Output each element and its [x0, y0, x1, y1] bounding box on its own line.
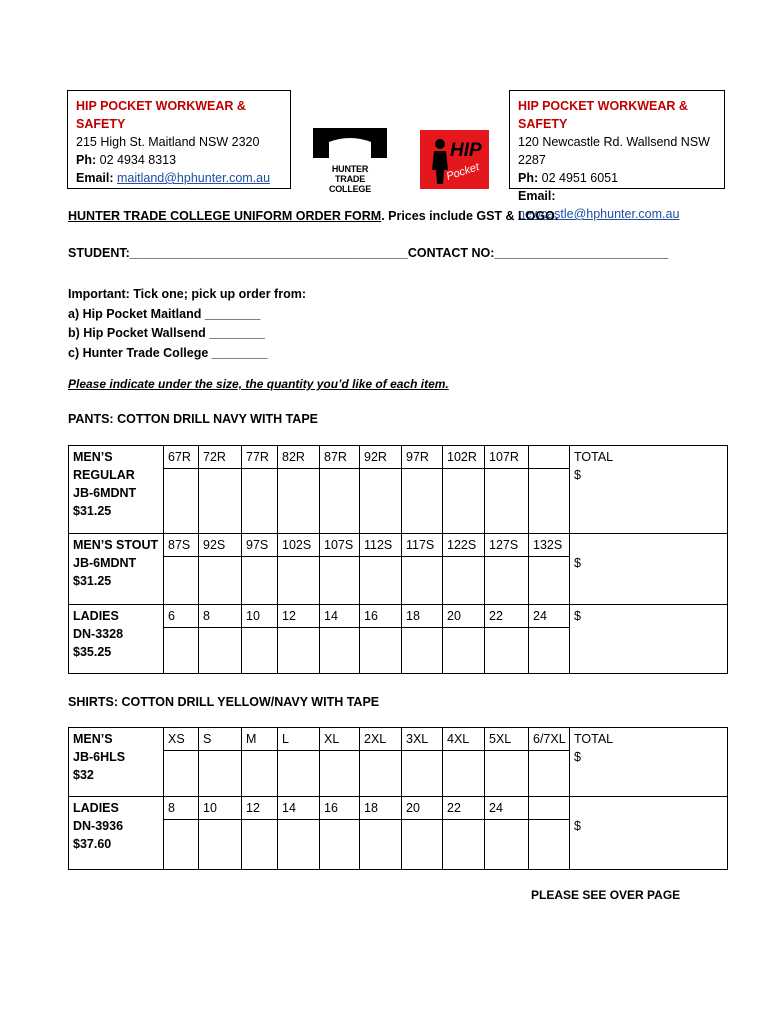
product-label: MEN’S STOUT JB-6MDNT $31.25: [69, 534, 164, 605]
quantity-cell[interactable]: [485, 628, 529, 674]
quantity-cell[interactable]: [199, 628, 242, 674]
phone-label: Ph:: [76, 153, 97, 167]
size-label: M: [242, 728, 278, 751]
email-label: Email:: [518, 189, 556, 203]
size-label: L: [278, 728, 320, 751]
product-label: MEN’S JB-6HLS $32: [69, 728, 164, 797]
size-label: 18: [402, 605, 443, 628]
size-label: 97R: [402, 446, 443, 469]
size-label: 3XL: [402, 728, 443, 751]
size-label: 14: [320, 605, 360, 628]
store-phone: 02 4934 8313: [99, 153, 177, 167]
size-label: 20: [443, 605, 485, 628]
size-label: 72R: [199, 446, 242, 469]
currency-symbol: $: [574, 468, 581, 482]
total-label: TOTAL: [574, 450, 614, 464]
size-label: 6: [164, 605, 199, 628]
option-wallsend[interactable]: b) Hip Pocket Wallsend ________: [68, 326, 265, 340]
size-label: 10: [199, 797, 242, 820]
size-label: 112S: [360, 534, 402, 557]
quantity-cell[interactable]: [485, 820, 529, 870]
size-label: 24: [529, 605, 570, 628]
quantity-cell[interactable]: [529, 469, 570, 534]
quantity-cell[interactable]: [199, 557, 242, 605]
total-cell[interactable]: [570, 605, 728, 674]
size-label: [529, 797, 570, 820]
form-title-suffix: . Prices include GST & LOGO.: [381, 209, 559, 223]
currency-symbol: $: [574, 609, 581, 623]
quantity-cell[interactable]: [443, 469, 485, 534]
quantity-cell[interactable]: [529, 751, 570, 797]
size-label: 77R: [242, 446, 278, 469]
maitland-store-box: [67, 90, 291, 189]
quantity-cell[interactable]: [443, 628, 485, 674]
quantity-cell[interactable]: [443, 751, 485, 797]
pickup-options: [68, 285, 306, 363]
size-label: [529, 446, 570, 469]
quantity-cell[interactable]: [485, 469, 529, 534]
quantity-instruction: Please indicate under the size, the quantity you’d like of each item.: [68, 377, 449, 391]
logo-line-2: TRADE COLLEGE: [328, 174, 372, 194]
table-row: [69, 446, 728, 469]
hip-pocket-logo: [420, 130, 489, 189]
size-label: S: [199, 728, 242, 751]
quantity-cell[interactable]: [360, 628, 402, 674]
size-label: 16: [320, 797, 360, 820]
quantity-cell[interactable]: [199, 469, 242, 534]
quantity-cell[interactable]: [485, 557, 529, 605]
size-label: 107R: [485, 446, 529, 469]
quantity-cell[interactable]: [402, 820, 443, 870]
wallsend-email-link[interactable]: newcastle@hphunter.com.au: [518, 207, 680, 221]
quantity-cell[interactable]: [320, 557, 360, 605]
building-icon: [313, 126, 387, 158]
quantity-cell[interactable]: [242, 628, 278, 674]
store-phone: 02 4951 6051: [541, 171, 619, 185]
email-label: Email:: [76, 171, 114, 185]
size-label: 102S: [278, 534, 320, 557]
size-label: 92R: [360, 446, 402, 469]
quantity-cell[interactable]: [242, 469, 278, 534]
table-row: [69, 534, 728, 557]
quantity-cell[interactable]: [278, 751, 320, 797]
product-label: LADIES DN-3328 $35.25: [69, 605, 164, 674]
size-label: XL: [320, 728, 360, 751]
quantity-cell[interactable]: [320, 751, 360, 797]
quantity-cell[interactable]: [402, 751, 443, 797]
size-label: 24: [485, 797, 529, 820]
size-label: 117S: [402, 534, 443, 557]
shirts-table: [68, 727, 728, 870]
total-cell[interactable]: [570, 534, 728, 605]
shirts-heading: SHIRTS: COTTON DRILL YELLOW/NAVY WITH TAPE: [68, 695, 380, 709]
form-title: [68, 209, 558, 223]
quantity-cell[interactable]: [242, 820, 278, 870]
total-cell[interactable]: [570, 797, 728, 870]
hip-text: HIP: [450, 140, 482, 161]
quantity-cell[interactable]: [360, 469, 402, 534]
quantity-cell[interactable]: [164, 469, 199, 534]
product-label: MEN’S REGULAR JB-6MDNT $31.25: [69, 446, 164, 534]
size-label: 20: [402, 797, 443, 820]
size-label: 2XL: [360, 728, 402, 751]
hunter-trade-college-logo: [313, 126, 387, 194]
size-label: 14: [278, 797, 320, 820]
total-cell[interactable]: [570, 446, 728, 534]
quantity-cell[interactable]: [164, 628, 199, 674]
pickup-instruction: Important: Tick one; pick up order from:: [68, 287, 306, 301]
quantity-cell[interactable]: [242, 557, 278, 605]
quantity-cell[interactable]: [529, 557, 570, 605]
quantity-cell[interactable]: [529, 628, 570, 674]
student-contact-line[interactable]: STUDENT:________________________________________CONTACT NO:_________________________: [68, 246, 669, 260]
quantity-cell[interactable]: [199, 820, 242, 870]
form-title-main: HUNTER TRADE COLLEGE UNIFORM ORDER FORM: [68, 209, 382, 223]
pants-heading: PANTS: COTTON DRILL NAVY WITH TAPE: [68, 412, 318, 426]
quantity-cell[interactable]: [402, 628, 443, 674]
size-label: 12: [278, 605, 320, 628]
table-row: [69, 797, 728, 820]
quantity-cell[interactable]: [320, 820, 360, 870]
quantity-cell[interactable]: [278, 628, 320, 674]
store-address: 215 High St. Maitland NSW 2320: [76, 135, 260, 149]
quantity-cell[interactable]: [402, 469, 443, 534]
size-label: 97S: [242, 534, 278, 557]
size-label: 102R: [443, 446, 485, 469]
currency-symbol: $: [574, 750, 581, 764]
total-cell[interactable]: [570, 728, 728, 797]
size-label: 107S: [320, 534, 360, 557]
quantity-cell[interactable]: [278, 557, 320, 605]
quantity-cell[interactable]: [278, 820, 320, 870]
quantity-cell[interactable]: [164, 557, 199, 605]
option-maitland[interactable]: a) Hip Pocket Maitland ________: [68, 306, 261, 321]
size-label: 22: [443, 797, 485, 820]
size-label: 67R: [164, 446, 199, 469]
quantity-cell[interactable]: [360, 751, 402, 797]
size-label: 127S: [485, 534, 529, 557]
quantity-cell[interactable]: [485, 751, 529, 797]
size-label: 8: [199, 605, 242, 628]
size-label: 18: [360, 797, 402, 820]
quantity-cell[interactable]: [164, 820, 199, 870]
store-name: HIP POCKET WORKWEAR & SAFETY: [518, 99, 688, 131]
phone-label: Ph:: [518, 171, 539, 185]
size-label: 87R: [320, 446, 360, 469]
logo-line-1: HUNTER: [331, 164, 369, 174]
store-address-line2: 2287: [518, 153, 546, 167]
size-label: 8: [164, 797, 199, 820]
option-hunter-trade-college[interactable]: c) Hunter Trade College ________: [68, 345, 268, 360]
quantity-cell[interactable]: [164, 751, 199, 797]
see-over-page-note: PLEASE SEE OVER PAGE: [531, 888, 681, 902]
size-label: 6/7XL: [529, 728, 570, 751]
store-name: HIP POCKET WORKWEAR & SAFETY: [76, 99, 246, 131]
size-label: 16: [360, 605, 402, 628]
size-label: 12: [242, 797, 278, 820]
table-row: [69, 605, 728, 628]
size-label: 22: [485, 605, 529, 628]
pocket-text: Pocket: [444, 161, 481, 183]
quantity-cell[interactable]: [402, 557, 443, 605]
size-label: 92S: [199, 534, 242, 557]
quantity-cell[interactable]: [360, 557, 402, 605]
size-label: 4XL: [443, 728, 485, 751]
currency-symbol: $: [574, 819, 581, 833]
table-row: [69, 728, 728, 751]
quantity-cell[interactable]: [320, 469, 360, 534]
size-label: 122S: [443, 534, 485, 557]
maitland-email-link[interactable]: maitland@hphunter.com.au: [117, 171, 271, 185]
quantity-cell[interactable]: [443, 820, 485, 870]
size-label: 87S: [164, 534, 199, 557]
quantity-cell[interactable]: [199, 751, 242, 797]
store-address-line1: 120 Newcastle Rd. Wallsend NSW: [518, 135, 710, 149]
pants-table: [68, 445, 728, 674]
quantity-cell[interactable]: [529, 820, 570, 870]
size-label: 82R: [278, 446, 320, 469]
product-label: LADIES DN-3936 $37.60: [69, 797, 164, 870]
quantity-cell[interactable]: [360, 820, 402, 870]
size-label: 132S: [529, 534, 570, 557]
size-label: 5XL: [485, 728, 529, 751]
size-label: 10: [242, 605, 278, 628]
wallsend-store-box: [509, 90, 725, 221]
total-label: TOTAL: [574, 732, 614, 746]
quantity-cell[interactable]: [320, 628, 360, 674]
currency-symbol: $: [574, 556, 581, 570]
quantity-cell[interactable]: [242, 751, 278, 797]
size-label: XS: [164, 728, 199, 751]
quantity-cell[interactable]: [443, 557, 485, 605]
quantity-cell[interactable]: [278, 469, 320, 534]
